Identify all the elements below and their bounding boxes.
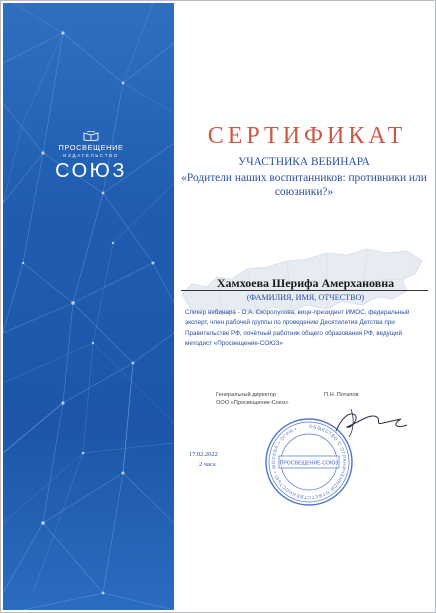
signatory-name: П.Н. Потапов xyxy=(324,392,359,398)
logo-brand: ПРОСВЕЩЕНИЕ xyxy=(58,143,124,152)
logo-subtitle: ИЗДАТЕЛЬСТВО xyxy=(63,153,119,158)
stamp-center-text: ПРОСВЕЩЕНИЕ-СОЮЗ xyxy=(279,460,339,467)
signatory-company: ООО «Просвещение-Союз» xyxy=(216,400,289,407)
event-duration: 2 часа xyxy=(199,461,216,468)
network-pattern xyxy=(3,3,174,610)
name-underline xyxy=(181,290,428,291)
speaker-description: Спикер вебинара - О.А. Скоролупова, вице-президент ИМОС, федеральный эксперт, член рабочей группы по проведению Десятилетия Детства при Правительстве РФ, почётный работник общего образования РФ, ведущий методист «Просвещение-СОЮЗ» xyxy=(185,309,410,347)
certificate-subtitle: УЧАСТНИКА ВЕБИНАРА xyxy=(238,156,370,168)
company-stamp xyxy=(263,416,355,508)
logo-name: СОЮЗ xyxy=(55,160,127,182)
signatory-position: Генеральный директор xyxy=(216,392,276,398)
publisher-logo xyxy=(46,131,136,182)
decorative-panel xyxy=(3,3,174,610)
participant-name: Хамхоева Шерифа Амерхановна xyxy=(216,276,395,290)
signatory-block xyxy=(216,391,289,408)
book-logo-icon xyxy=(83,131,99,141)
event-date: 17.02.2022 xyxy=(189,451,218,458)
svg-text:ОБЩЕСТВО С ОГРАНИЧЕННОЙ ОТВЕТС: ОБЩЕСТВО С ОГРАНИЧЕННОЙ ОТВЕТСТВЕННОСТЬЮ • МОСКВА • ОГРН • xyxy=(270,423,347,501)
webinar-topic: «Родители наших воспитанников: противники или союзники?» xyxy=(181,172,427,198)
certificate-title: СЕРТИФИКАТ xyxy=(207,123,407,149)
name-caption: (ФАМИЛИЯ, ИМЯ, ОТЧЕСТВО) xyxy=(246,293,365,302)
